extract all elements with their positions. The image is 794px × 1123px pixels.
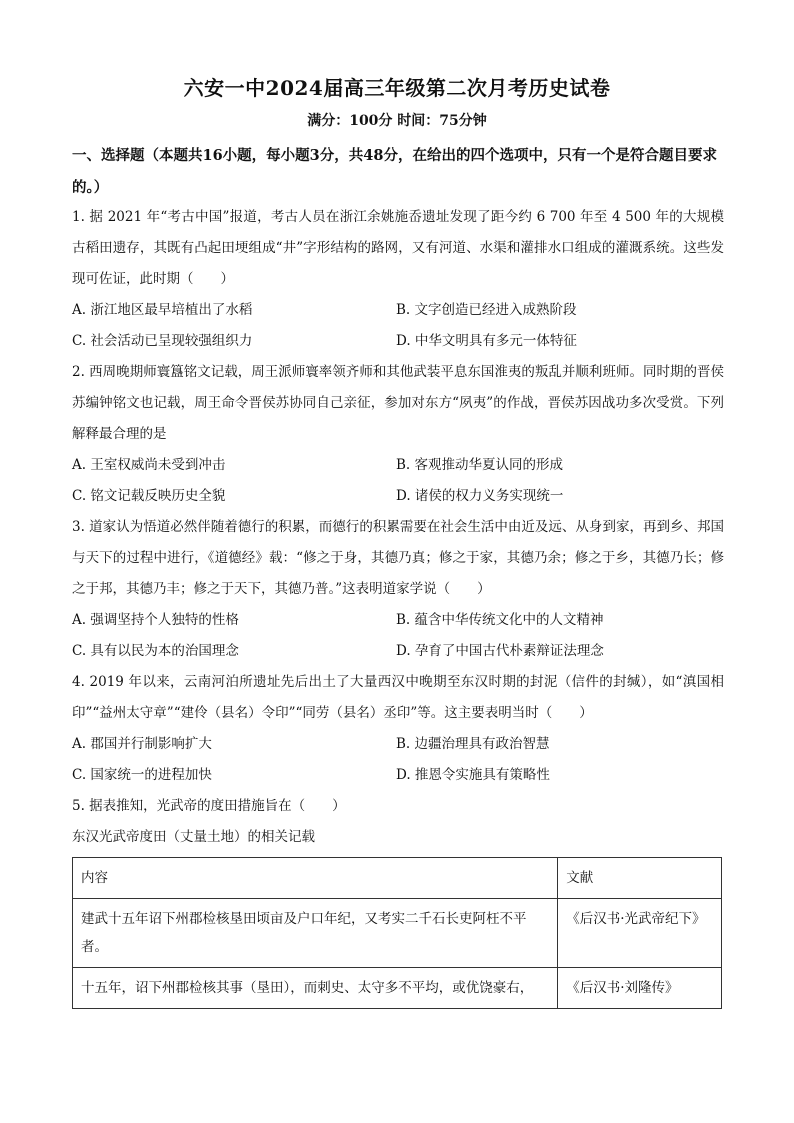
option-c[interactable]: C. 社会活动已呈现较强组织力 [72, 333, 253, 349]
question-list [72, 202, 724, 1009]
question-stem: 1. 据 2021 年“考古中国”报道，考古人员在浙江余姚施岙遗址发现了距今约 6 700 年至 4 500 年的大规模古稻田遗存，其既有凸起田埂组成“井”字形结构的路网，又有河道、水渠和灌排水口组成的灌溉系统。这些发现可佐证，此时期（ ） [72, 209, 724, 287]
option-c[interactable]: C. 国家统一的进程加快 [72, 767, 212, 783]
question-stem: 5. 据表推知，光武帝的度田措施旨在（ ） [72, 798, 346, 814]
question-stem: 2. 西周晚期师寰簋铭文记载，周王派师寰率领齐师和其他武装平息东国淮夷的叛乱并顺利班师。同时期的晋侯苏编钟铭文也记载，周王命令晋侯苏协同自己亲征，参加对东方“夙夷”的作战，晋侯苏因战功多次受赏。下列解释最合理的是 [72, 364, 724, 442]
table-row [73, 968, 722, 1009]
table-cell-content: 十五年，诏下州郡检核其事（垦田），而刺史、太守多不平均，或优饶豪右， [73, 968, 558, 1009]
table-cell-source: 《后汉书·光武帝纪下》 [558, 899, 722, 968]
question-item [72, 512, 724, 667]
option-a[interactable]: A. 王室权威尚未受到冲击 [72, 457, 226, 473]
option-b[interactable]: B. 客观推动华夏认同的形成 [396, 457, 564, 473]
option-list [72, 450, 724, 512]
table-header-source: 文献 [558, 858, 722, 899]
table-cell-source: 《后汉书·刘隆传》 [558, 968, 722, 1009]
question-item [72, 202, 724, 357]
table-header-content: 内容 [73, 858, 558, 899]
section-heading: 一、选择题（本题共16小题，每小题3分，共48分，在给出的四个选项中，只有一个是符合题目要求的。） [72, 147, 717, 196]
option-c[interactable]: C. 具有以民为本的治国理念 [72, 643, 239, 659]
table-cell-content: 建武十五年诏下州郡检核垦田顷亩及户口年纪，又考实二千石长吏阿枉不平者。 [73, 899, 558, 968]
option-d[interactable]: D. 诸侯的权力义务实现统一 [396, 488, 564, 504]
option-a[interactable]: A. 浙江地区最早培植出了水稻 [72, 302, 253, 318]
option-list [72, 605, 724, 667]
table-caption: 东汉光武帝度田（丈量土地）的相关记载 [72, 829, 315, 845]
option-list [72, 729, 724, 791]
option-b[interactable]: B. 边疆治理具有政治智慧 [396, 736, 550, 752]
option-a[interactable]: A. 强调坚持个人独特的性格 [72, 612, 239, 628]
option-d[interactable]: D. 孕育了中国古代朴素辩证法理念 [396, 643, 604, 659]
table-row [73, 899, 722, 968]
option-c[interactable]: C. 铭文记载反映历史全貌 [72, 488, 226, 504]
option-d[interactable]: D. 中华文明具有多元一体特征 [396, 333, 577, 349]
option-list [72, 295, 724, 357]
exam-title: 六安一中2024届高三年级第二次月考历史试卷 [183, 76, 611, 100]
record-table [72, 857, 722, 1009]
question-stem: 3. 道家认为悟道必然伴随着德行的积累，而德行的积累需要在社会生活中由近及远、从身到家，再到乡、邦国与天下的过程中进行，《道德经》载：“修之于身，其德乃真；修之于家，其德乃余；修之于乡，其德乃长；修之于邦，其德乃丰；修之于天下，其德乃普。”这表明道家学说（ ） [72, 519, 724, 597]
exam-subtitle: 满分：100分 时间：75分钟 [307, 113, 487, 129]
question-item [72, 791, 724, 1009]
question-item [72, 667, 724, 791]
question-item [72, 357, 724, 512]
option-a[interactable]: A. 郡国并行制影响扩大 [72, 736, 212, 752]
option-b[interactable]: B. 文字创造已经进入成熟阶段 [396, 302, 577, 318]
table-header-row [73, 858, 722, 899]
option-b[interactable]: B. 蕴含中华传统文化中的人文精神 [396, 612, 604, 628]
option-d[interactable]: D. 推恩令实施具有策略性 [396, 767, 550, 783]
question-stem: 4. 2019 年以来，云南河泊所遗址先后出土了大量西汉中晚期至东汉时期的封泥（信件的封缄），如“滇国相印”“益州太守章”“建伶（县名）令印”“同劳（县名）丞印”等。这主要表明当时（ ） [72, 674, 724, 721]
